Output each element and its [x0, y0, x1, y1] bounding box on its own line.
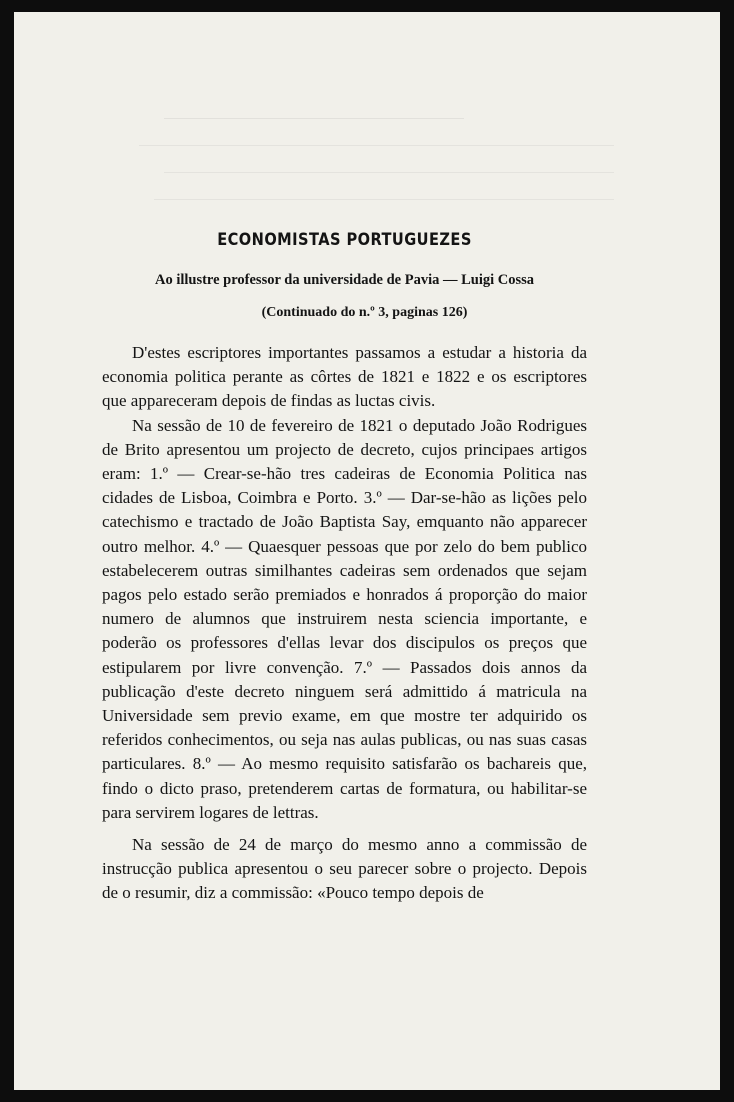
article-subtitle: Ao illustre professor da universidade de Pavia — Luigi Cossa: [154, 272, 535, 288]
article-title: ECONOMISTAS PORTUGUEZES: [217, 230, 472, 250]
paragraph-2: Na sessão de 10 de fevereiro de 1821 o deputado João Rodrigues de Brito apresentou um projecto de decreto, cujos principaes artigos eram: 1.º — Crear-se-hão tres cadeiras de Economia Politica nas cidades de Lisboa, Coimbra e Porto. 3.º — Dar-se-hão as lições pelo catechismo e tractado de João Baptista Say, emquanto não apparecer outro melhor. 4.º — Quaesquer pessoas que por zelo do bem publico estabelecerem outras similhantes cadeiras sem ordenados que sejam pagos pelo estado serão premiados e honrados á proporção do maior numero de alumnos que instruirem nesta sciencia importante, e poderão os professores d'ellas levar dos discipulos os preços que estipularem por livre convenção. 7.º — Passados dois annos da publicação d'este decreto ninguem será admittido á matricula na Universidade sem previo exame, em que mostre ter adquirido os referidos conhecimentos, ou seja nas aulas publicas, ou nas suas casas particulares. 8.º — Ao mesmo requisito satisfarão os bachareis que, findo o dicto praso, pretenderem cartas de formatura, ou habilitar-se para servirem logares de lettras.: [102, 415, 587, 822]
continuation-note: (Continuado do n.º 3, paginas 126): [261, 305, 468, 320]
paragraph-3: Na sessão de 24 de março do mesmo anno a commissão de instrucção publica apresentou o seu parecer sobre o projecto. Depois de o resumir, diz a commissão: «Pouco tempo depois de: [102, 835, 587, 903]
article: [102, 230, 587, 906]
show-through-lines: [114, 92, 614, 232]
paragraph-1: D'estes escriptores importantes passamos a estudar a historia da economia politica perante as côrtes de 1821 e 1822 e os escriptores que appareceram depois de findas as luctas civis.: [102, 343, 587, 411]
book-page: [14, 12, 720, 1090]
